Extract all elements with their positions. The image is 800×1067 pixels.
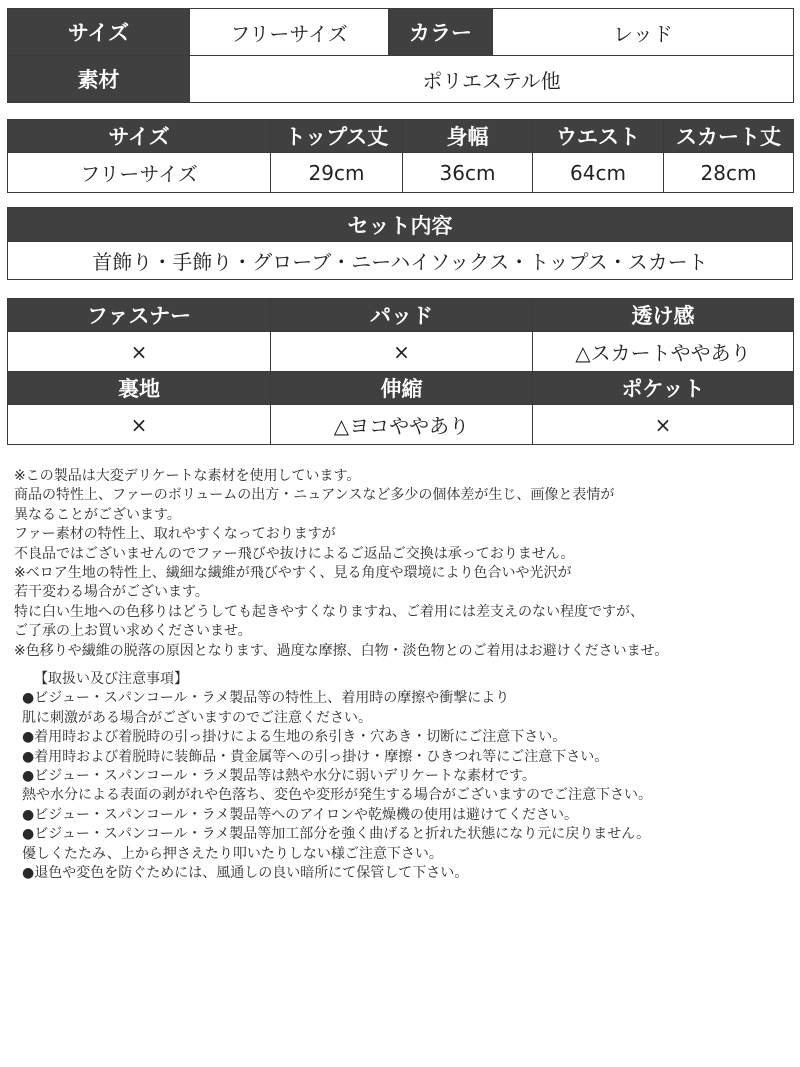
- measure-header-skirt-length: スカート丈: [664, 120, 794, 153]
- feature-value-pocket: ×: [533, 405, 794, 445]
- feature-header-stretch: 伸縮: [271, 372, 533, 405]
- spec-row-material: [8, 56, 794, 103]
- feature-header-pocket: ポケット: [533, 372, 794, 405]
- product-notes: [14, 467, 794, 661]
- care-line: 肌に刺激がある場合がございますのでご注意ください。: [22, 709, 372, 726]
- features-value-row-1: [8, 332, 794, 372]
- measurements-value-row: [8, 153, 794, 193]
- care-line: ●ビジュー・スパンコール・ラメ製品等へのアイロンや乾燥機の使用は避けてください。: [22, 806, 578, 823]
- measure-header-size: サイズ: [8, 120, 271, 153]
- feature-value-pad: ×: [271, 332, 533, 372]
- feature-header-fastener: ファスナー: [8, 299, 271, 332]
- color-value: レッド: [493, 9, 794, 56]
- care-line: 優しくたたみ、上から押さえたり叩いたりしない様ご注意下さい。: [22, 845, 443, 862]
- spec-row-size-color: [8, 9, 794, 56]
- care-instructions: [22, 670, 792, 883]
- feature-header-lining: 裏地: [8, 372, 271, 405]
- feature-value-sheerness: △スカートややあり: [533, 332, 794, 372]
- note-line: ファー素材の特性上、取れやすくなっておりますが: [14, 526, 336, 543]
- note-line: ※この製品は大変デリケートな素材を使用しています。: [14, 468, 361, 484]
- size-value: フリーサイズ: [190, 9, 389, 56]
- care-line: ●着用時および着脱時の引っ掛けによる生地の糸引き・穴あき・切断にご注意下さい。: [22, 729, 567, 746]
- care-title: 【取扱い及び注意事項】: [34, 671, 188, 687]
- feature-header-sheerness: 透け感: [533, 299, 794, 332]
- measure-value-waist: 64cm: [533, 153, 664, 193]
- measure-header-width: 身幅: [403, 120, 533, 153]
- measurements-header-row: [8, 120, 794, 153]
- note-line: 商品の特性上、ファーのボリュームの出方・ニュアンスなど多少の個体差が生じ、画像と表情が: [14, 487, 615, 504]
- size-label: サイズ: [8, 9, 190, 56]
- spec-table: [7, 8, 794, 103]
- set-contents-label: セット内容: [8, 208, 793, 242]
- note-line: 若干変わる場合がございます。: [14, 584, 209, 601]
- care-line: ●ビジュー・スパンコール・ラメ製品等は熱や水分に弱いデリケートな素材です。: [22, 768, 536, 785]
- measure-value-top-length: 29cm: [271, 153, 403, 193]
- care-line: ●ビジュー・スパンコール・ラメ製品等加工部分を強く曲げると折れた状態になり元に戻りません。: [22, 826, 651, 843]
- feature-header-pad: パッド: [271, 299, 533, 332]
- material-label: 素材: [8, 56, 190, 103]
- measure-value-skirt-length: 28cm: [664, 153, 794, 193]
- feature-value-fastener: ×: [8, 332, 271, 372]
- features-table: [7, 298, 794, 445]
- color-label: カラー: [389, 9, 493, 56]
- features-header-row-2: [8, 372, 794, 405]
- note-line: ※色移りや繊維の脱落の原因となります、過度な摩擦、白物・淡色物とのご着用はお避けくださいませ。: [14, 642, 669, 659]
- set-contents-value: 首飾り・手飾り・グローブ・ニーハイソックス・トップス・スカート: [8, 242, 793, 280]
- measure-value-size: フリーサイズ: [8, 153, 271, 193]
- material-value: ポリエステル他: [190, 56, 794, 103]
- note-line: 不良品ではございませんのでファー飛びや抜けによるご返品ご交換は承っておりません。: [14, 545, 575, 562]
- features-header-row-1: [8, 299, 794, 332]
- note-line: 特に白い生地への色移りはどうしても起きやすくなりますね、ご着用には差支えのない程度ですが、: [14, 603, 644, 620]
- features-value-row-2: [8, 405, 794, 445]
- set-header-row: [8, 208, 793, 242]
- measure-header-top-length: トップス丈: [271, 120, 403, 153]
- feature-value-lining: ×: [8, 405, 271, 445]
- set-contents-table: [7, 207, 793, 280]
- note-line: 異なることがございます。: [14, 506, 181, 523]
- set-value-row: [8, 242, 793, 280]
- measure-header-waist: ウエスト: [533, 120, 664, 153]
- measurements-table: [7, 119, 794, 193]
- feature-value-stretch: △ヨコややあり: [271, 405, 533, 445]
- care-line: ●着用時および着脱時に装飾品・貴金属等への引っ掛け・摩擦・ひきつれ等にご注意下さい。: [22, 748, 609, 765]
- care-line: 熱や水分による表面の剥がれや色落ち、変色や変形が発生する場合がございますのでご注意下さい。: [22, 787, 652, 804]
- measure-value-width: 36cm: [403, 153, 533, 193]
- care-line: ●退色や変色を防ぐためには、風通しの良い暗所にて保管して下さい。: [22, 865, 469, 882]
- care-line: ●ビジュー・スパンコール・ラメ製品等の特性上、着用時の摩擦や衝撃により: [22, 690, 510, 707]
- note-line: ※ベロア生地の特性上、繊細な繊維が飛びやすく、見る角度や環境により色合いや光沢が: [14, 565, 572, 582]
- note-line: ご了承の上お買い求めくださいませ。: [14, 623, 252, 640]
